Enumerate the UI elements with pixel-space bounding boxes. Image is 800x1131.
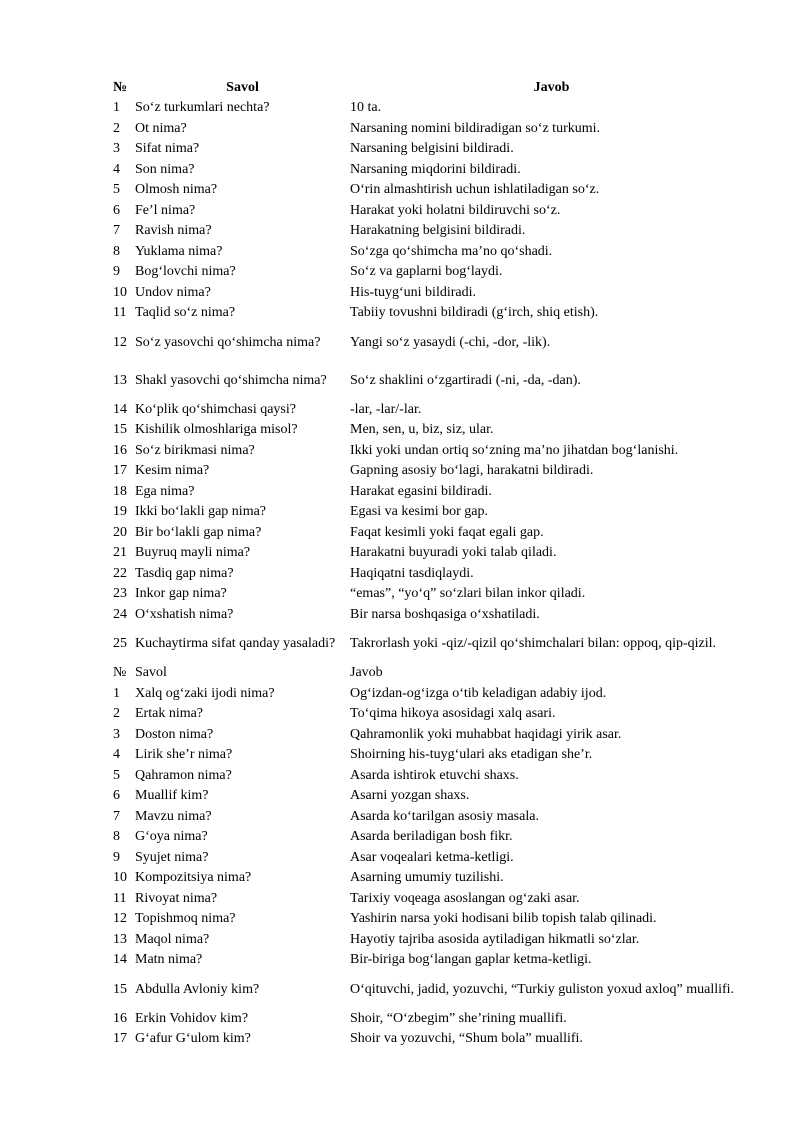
row-answer: So‘z shaklini o‘zgartiradi (-ni, -da, -dan). — [350, 372, 581, 388]
row-number: 4 — [113, 161, 120, 177]
row-question: Abdulla Avloniy kim? — [135, 981, 260, 997]
row-answer: Asarning umumiy tuzilishi. — [350, 870, 504, 886]
row-question: O‘xshatish nima? — [135, 606, 234, 622]
row-answer: Tarixiy voqeaga asoslangan og‘zaki asar. — [350, 890, 580, 906]
table-row — [113, 160, 753, 181]
row-answer: Hayotiy tajriba asosida aytiladigan hikmatli so‘zlar. — [350, 931, 640, 947]
table-header — [113, 78, 753, 98]
row-question: Ko‘plik qo‘shimchasi qaysi? — [135, 401, 296, 417]
table-row — [113, 362, 753, 400]
table-row — [113, 119, 753, 140]
row-number: 7 — [113, 223, 120, 239]
row-question: Kishilik olmoshlariga misol? — [135, 422, 298, 438]
table-row — [113, 704, 753, 725]
row-number: 12 — [113, 334, 127, 350]
row-question: Buyruq mayli nima? — [135, 545, 251, 561]
table-row — [113, 242, 753, 263]
row-number: 10 — [113, 284, 127, 300]
row-question: G‘afur G‘ulom kim? — [135, 1031, 251, 1047]
row-question: Maqol nima? — [135, 931, 210, 947]
row-answer: Men, sen, u, biz, siz, ular. — [350, 422, 494, 438]
row-number: 9 — [113, 849, 120, 865]
row-question: Mavzu nima? — [135, 808, 212, 824]
row-answer: Asarda ko‘tarilgan asosiy masala. — [350, 808, 539, 824]
row-number: 2 — [113, 120, 120, 136]
table-row — [113, 201, 753, 222]
row-number: 10 — [113, 870, 127, 886]
row-number: 11 — [113, 305, 127, 321]
row-answer: Faqat kesimli yoki faqat egali gap. — [350, 524, 544, 540]
row-answer: To‘qima hikoya asosidagi xalq asari. — [350, 706, 556, 722]
row-number: 4 — [113, 747, 120, 763]
row-answer: So‘zga qo‘shimcha ma’no qo‘shadi. — [350, 243, 553, 259]
row-question: Bir bo‘lakli gap nima? — [135, 524, 262, 540]
header-question: Savol — [226, 80, 259, 95]
document-page — [113, 78, 753, 1050]
table-row — [113, 909, 753, 930]
row-answer: Asar voqealari ketma-ketligi. — [350, 849, 514, 865]
row-answer: “emas”, “yo‘q” so‘zlari bilan inkor qiladi. — [350, 586, 586, 602]
row-answer: Asarda beriladigan bosh fikr. — [350, 829, 513, 845]
row-number: 15 — [113, 981, 127, 997]
row-question: Ertak nima? — [135, 706, 204, 722]
row-question: Tasdiq gap nima? — [135, 565, 234, 581]
row-number: 15 — [113, 422, 127, 438]
row-question: Ot nima? — [135, 120, 187, 136]
row-answer: Yashirin narsa yoki hodisani bilib topish talab qilinadi. — [350, 911, 657, 927]
table-row — [113, 303, 753, 324]
row-number: 16 — [113, 442, 127, 458]
row-answer: Egasi va kesimi bor gap. — [350, 504, 489, 520]
table-row — [113, 827, 753, 848]
row-question: Erkin Vohidov kim? — [135, 1010, 249, 1026]
row-answer: O‘qituvchi, jadid, yozuvchi, “Turkiy guliston yoxud axloq” muallifi. — [350, 981, 735, 997]
table-row — [113, 221, 753, 242]
row-number: 13 — [113, 372, 127, 388]
row-question: Xalq og‘zaki ijodi nima? — [135, 685, 275, 701]
table-row — [113, 930, 753, 951]
row-number: 6 — [113, 202, 120, 218]
header-number: № — [113, 80, 128, 95]
row-number: 24 — [113, 606, 127, 622]
row-number: 5 — [113, 767, 120, 783]
row-answer: Harakat yoki holatni bildiruvchi so‘z. — [350, 202, 561, 218]
row-question: Muallif kim? — [135, 788, 209, 804]
row-answer: Shoir va yozuvchi, “Shum bola” muallifi. — [350, 1031, 583, 1047]
row-question: Doston nima? — [135, 726, 214, 742]
row-question: Kuchaytirma sifat qanday yasaladi? — [135, 636, 336, 651]
subheader-question: Savol — [135, 665, 167, 681]
row-answer: Bir-biriga bog‘langan gaplar ketma-ketligi. — [350, 952, 592, 968]
row-question: Undov nima? — [135, 284, 211, 300]
row-answer: Asarda ishtirok etuvchi shaxs. — [350, 767, 519, 783]
table-row — [113, 400, 753, 421]
row-number: 5 — [113, 182, 120, 198]
row-question: Son nima? — [135, 161, 195, 177]
row-answer: O‘rin almashtirish uchun ishlatiladigan so‘z. — [350, 182, 600, 198]
table-row — [113, 848, 753, 869]
row-question: Rivoyat nima? — [135, 890, 218, 906]
table-row — [113, 950, 753, 971]
table-row — [113, 766, 753, 787]
literature-section — [113, 684, 753, 1050]
row-number: 18 — [113, 483, 127, 499]
row-question: So‘z turkumlari nechta? — [135, 100, 270, 116]
row-answer: Asarni yozgan shaxs. — [350, 788, 470, 804]
row-answer: Qahramonlik yoki muhabbat haqidagi yirik asar. — [350, 726, 622, 742]
row-answer: -lar, -lar/-lar. — [350, 401, 422, 417]
table-row — [113, 1009, 753, 1030]
row-answer: 10 ta. — [350, 100, 382, 116]
row-answer: Gapning asosiy bo‘lagi, harakatni bildiradi. — [350, 463, 594, 479]
row-answer: Shoirning his-tuyg‘ulari aks etadigan she’r. — [350, 747, 593, 763]
row-number: 3 — [113, 141, 120, 157]
row-question: Yuklama nima? — [135, 243, 223, 259]
row-answer: Harakat egasini bildiradi. — [350, 483, 492, 499]
row-question: Kesim nima? — [135, 463, 210, 479]
row-number: 17 — [113, 1031, 127, 1047]
row-answer: Og‘izdan-og‘izga o‘tib keladigan adabiy ijod. — [350, 685, 607, 701]
row-number: 13 — [113, 931, 127, 947]
row-answer: So‘z va gaplarni bog‘laydi. — [350, 264, 503, 280]
header-row — [113, 78, 753, 98]
row-answer: His-tuyg‘uni bildiradi. — [350, 284, 476, 300]
row-answer: Narsaning miqdorini bildiradi. — [350, 161, 521, 177]
table-row — [113, 605, 753, 626]
row-question: Ega nima? — [135, 483, 195, 499]
row-number: 23 — [113, 586, 127, 602]
row-question: Inkor gap nima? — [135, 586, 227, 602]
row-question: Sifat nima? — [135, 141, 200, 157]
row-number: 17 — [113, 463, 127, 479]
row-number: 22 — [113, 565, 127, 581]
row-number: 2 — [113, 706, 120, 722]
row-answer: Tabiiy tovushni bildiradi (g‘irch, shiq etish). — [350, 305, 599, 321]
row-question: Syujet nima? — [135, 849, 209, 865]
row-answer: Takrorlash yoki -qiz/-qizil qo‘shimchalari bilan: oppoq, qip-qizil. — [350, 636, 717, 651]
row-number: 6 — [113, 788, 120, 804]
table-row — [113, 868, 753, 889]
row-question: Ravish nima? — [135, 223, 212, 239]
row-answer: Ikki yoki undan ortiq so‘zning ma’no jihatdan bog‘lanishi. — [350, 442, 679, 458]
table-row — [113, 420, 753, 441]
table-row — [113, 139, 753, 160]
table-row — [113, 1029, 753, 1050]
table-row — [113, 543, 753, 564]
row-question: G‘oya nima? — [135, 829, 208, 845]
row-answer: Narsaning nomini bildiradigan so‘z turkumi. — [350, 120, 601, 136]
row-number: 12 — [113, 911, 127, 927]
row-question: So‘z birikmasi nima? — [135, 442, 255, 458]
table-row — [113, 745, 753, 766]
row-answer: Bir narsa boshqasiga o‘xshatiladi. — [350, 606, 540, 622]
row-question: Bog‘lovchi nima? — [135, 264, 236, 280]
subheader-number: № — [113, 665, 127, 681]
row-answer: Yangi so‘z yasaydi (-chi, -dor, -lik). — [350, 334, 551, 350]
row-answer: Narsaning belgisini bildiradi. — [350, 141, 514, 157]
row-question: Topishmoq nima? — [135, 911, 236, 927]
row-number: 8 — [113, 243, 120, 259]
row-number: 21 — [113, 545, 127, 561]
row-question: Matn nima? — [135, 952, 203, 968]
row-number: 19 — [113, 504, 127, 520]
row-question: Fe’l nima? — [135, 202, 196, 218]
table-row — [113, 324, 753, 362]
row-number: 9 — [113, 264, 120, 280]
row-number: 25 — [113, 636, 127, 651]
table-row — [113, 461, 753, 482]
row-answer: Harakatni buyuradi yoki talab qiladi. — [350, 545, 557, 561]
subheader-row — [113, 663, 753, 684]
row-number: 3 — [113, 726, 120, 742]
table-row — [113, 889, 753, 910]
row-question: Taqlid so‘z nima? — [135, 305, 236, 321]
row-answer: Haqiqatni tasdiqlaydi. — [350, 565, 474, 581]
table-row — [113, 725, 753, 746]
table-row — [113, 625, 753, 663]
row-number: 14 — [113, 952, 127, 968]
row-question: Shakl yasovchi qo‘shimcha nima? — [135, 372, 327, 388]
literature-subheader — [113, 663, 753, 684]
table-row — [113, 807, 753, 828]
table-row — [113, 971, 753, 1009]
row-answer: Harakatning belgisini bildiradi. — [350, 223, 526, 239]
table-row — [113, 180, 753, 201]
row-question: Lirik she’r nima? — [135, 747, 233, 763]
table-row — [113, 482, 753, 503]
row-number: 14 — [113, 401, 127, 417]
row-number: 16 — [113, 1010, 127, 1026]
table-row — [113, 523, 753, 544]
row-question: So‘z yasovchi qo‘shimcha nima? — [135, 334, 321, 350]
row-question: Ikki bo‘lakli gap nima? — [135, 504, 267, 520]
table-row — [113, 786, 753, 807]
table-row — [113, 262, 753, 283]
row-number: 20 — [113, 524, 127, 540]
row-question: Olmosh nima? — [135, 182, 218, 198]
row-number: 1 — [113, 100, 120, 116]
qa-table — [113, 78, 753, 1050]
row-number: 11 — [113, 890, 127, 906]
row-question: Qahramon nima? — [135, 767, 232, 783]
table-row — [113, 584, 753, 605]
header-answer: Javob — [533, 80, 570, 95]
subheader-answer: Javob — [350, 665, 383, 681]
table-row — [113, 684, 753, 705]
table-row — [113, 283, 753, 304]
row-answer: Shoir, “O‘zbegim” she’rining muallifi. — [350, 1010, 567, 1026]
row-question: Kompozitsiya nima? — [135, 870, 252, 886]
row-number: 1 — [113, 685, 120, 701]
table-row — [113, 564, 753, 585]
table-row — [113, 502, 753, 523]
grammar-section — [113, 98, 753, 663]
table-row — [113, 98, 753, 119]
row-number: 8 — [113, 829, 120, 845]
table-row — [113, 441, 753, 462]
row-number: 7 — [113, 808, 120, 824]
